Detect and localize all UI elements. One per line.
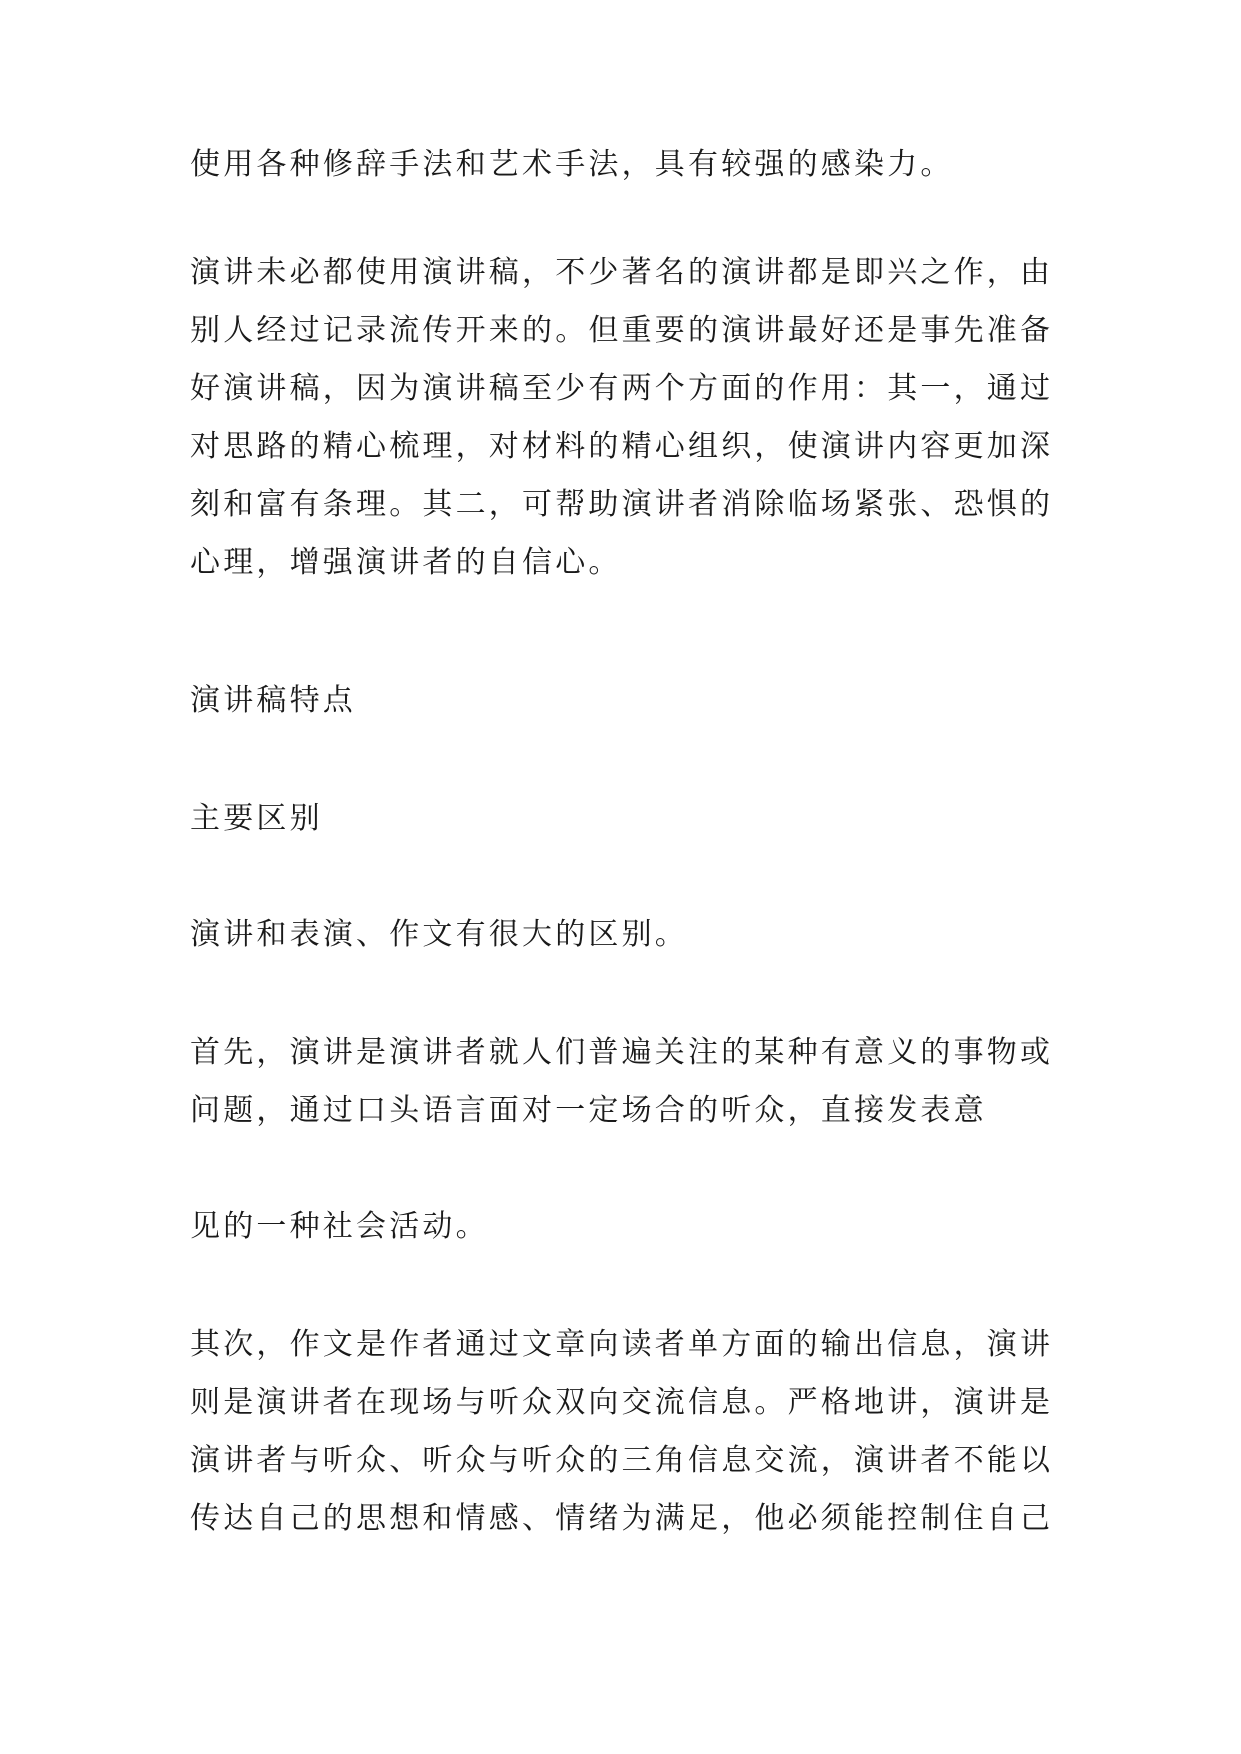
heading-main-differences bbox=[190, 790, 1058, 848]
paragraph-second-point bbox=[190, 1316, 1058, 1548]
text-line: 见的一种社会活动。 bbox=[190, 1209, 489, 1244]
text-line: 使用各种修辞手法和艺术手法，具有较强的感染力。 bbox=[190, 147, 954, 182]
paragraph-first-point bbox=[190, 1024, 1058, 1140]
text-line: 刻和富有条理。其二，可帮助演讲者消除临场紧张、恐惧的 bbox=[190, 487, 1054, 522]
text-line: 别人经过记录流传开来的。但重要的演讲最好还是事先准备 bbox=[190, 313, 1054, 348]
paragraph-rhetoric bbox=[190, 136, 1058, 194]
heading-speech-draft-features bbox=[190, 672, 1058, 730]
text-line: 好演讲稿，因为演讲稿至少有两个方面的作用：其一，通过 bbox=[190, 371, 1054, 406]
text-line: 演讲未必都使用演讲稿，不少著名的演讲都是即兴之作，由 bbox=[190, 255, 1054, 290]
text-line: 问题，通过口头语言面对一定场合的听众，直接发表意 bbox=[190, 1093, 987, 1128]
text-line: 演讲稿特点 bbox=[190, 683, 356, 718]
text-line: 则是演讲者在现场与听众双向交流信息。严格地讲，演讲是 bbox=[190, 1385, 1054, 1420]
text-line: 演讲者与听众、听众与听众的三角信息交流，演讲者不能以 bbox=[190, 1443, 1054, 1478]
text-line: 演讲和表演、作文有很大的区别。 bbox=[190, 917, 688, 952]
text-line: 首先，演讲是演讲者就人们普遍关注的某种有意义的事物或 bbox=[190, 1035, 1054, 1070]
text-line: 传达自己的思想和情感、情绪为满足，他必须能控制住自己 bbox=[190, 1501, 1054, 1536]
paragraph-differences-intro bbox=[190, 906, 1058, 964]
text-line: 对思路的精心梳理，对材料的精心组织，使演讲内容更加深 bbox=[190, 429, 1054, 464]
text-line: 心理，增强演讲者的自信心。 bbox=[190, 545, 622, 580]
text-line: 其次，作文是作者通过文章向读者单方面的输出信息，演讲 bbox=[190, 1327, 1054, 1362]
paragraph-first-point-continued bbox=[190, 1198, 1058, 1256]
paragraph-speech-draft-purpose bbox=[190, 244, 1058, 592]
text-line: 主要区别 bbox=[190, 801, 323, 836]
